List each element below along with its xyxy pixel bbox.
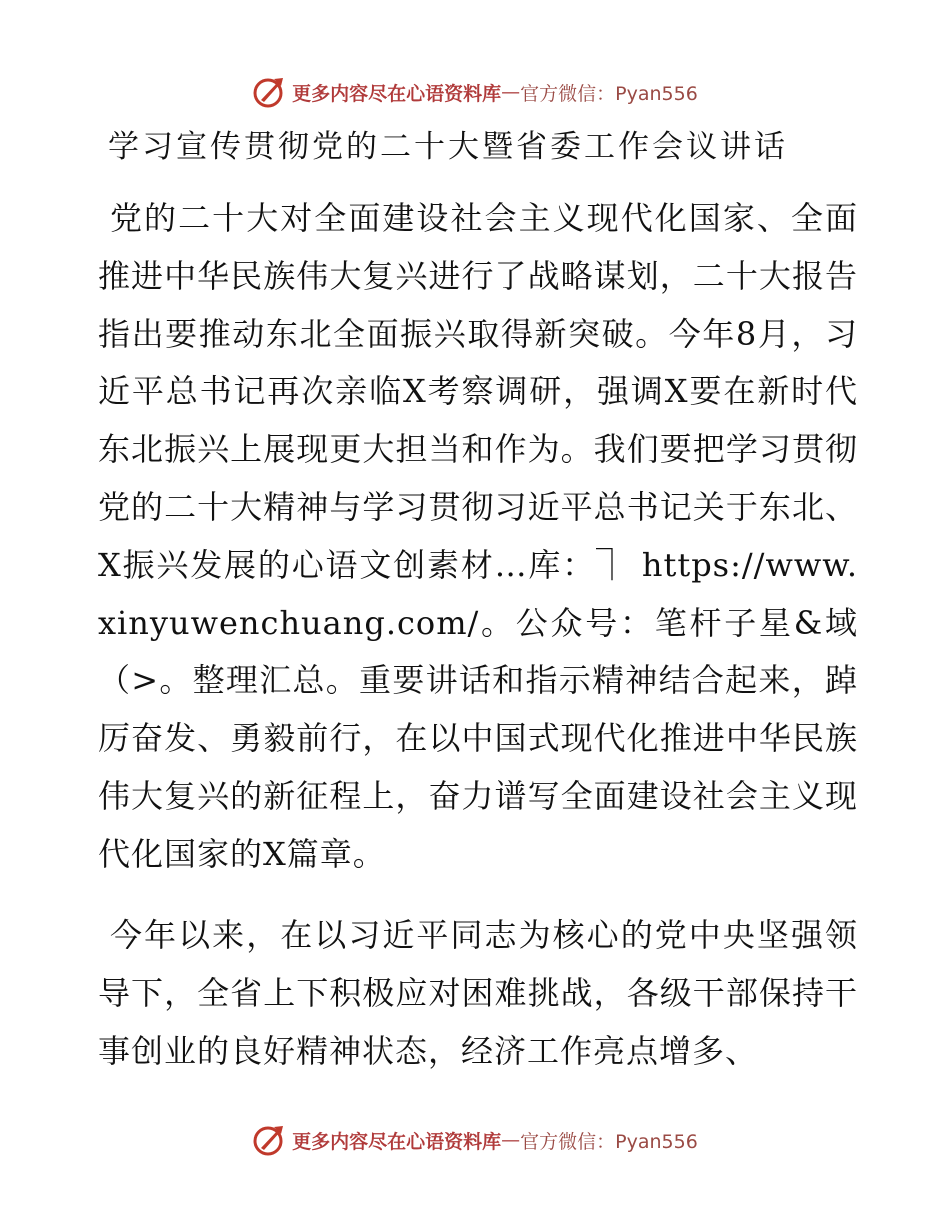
- header-banner-wechat-text: 官方微信：Pyan556: [520, 82, 698, 105]
- footer-banner-separator: —: [501, 1129, 521, 1151]
- quill-logo-icon: [252, 75, 286, 109]
- header-banner-main-text: 更多内容尽在心语资料库: [292, 82, 502, 105]
- footer-banner-wechat-text: 官方微信：Pyan556: [520, 1130, 698, 1153]
- paragraph-2: 今年以来，在以习近平同志为核心的党中央坚强领导下，全省上下积极应对困难挑战，各级干部保持干事创业的良好精神状态，经济工作亮点增多、: [98, 916, 858, 1070]
- header-banner-separator: —: [501, 81, 521, 103]
- quill-logo-icon: [252, 1123, 286, 1157]
- paragraph-1: 党的二十大对全面建设社会主义现代化国家、全面推进中华民族伟大复兴进行了战略谋划，二十大报告指出要推动东北全面振兴取得新突破。今年8月，习近平总书记再次亲临X考察调研，强调X要在新时代东北振兴上展现更大担当和作为。我们要把学习贯彻党的二十大精神与学习贯彻习近平总书记关于东北、X振兴发展的心语文创素材…库：⏋ https://www.xinyuwenchuang.com/。公众号：笔杆子星&域（>。整理汇总。重要讲话和指示精神结合起来，踔厉奋发、勇毅前行，在以中国式现代化推进中华民族伟大复兴的新征程上，奋力谱写全面建设社会主义现代化国家的X篇章。: [98, 199, 858, 873]
- footer-banner: [0, 1120, 950, 1160]
- document-title: 学习宣传贯彻党的二十大暨省委工作会议讲话: [108, 129, 788, 165]
- header-banner: [0, 72, 950, 112]
- footer-banner-main-text: 更多内容尽在心语资料库: [292, 1130, 502, 1153]
